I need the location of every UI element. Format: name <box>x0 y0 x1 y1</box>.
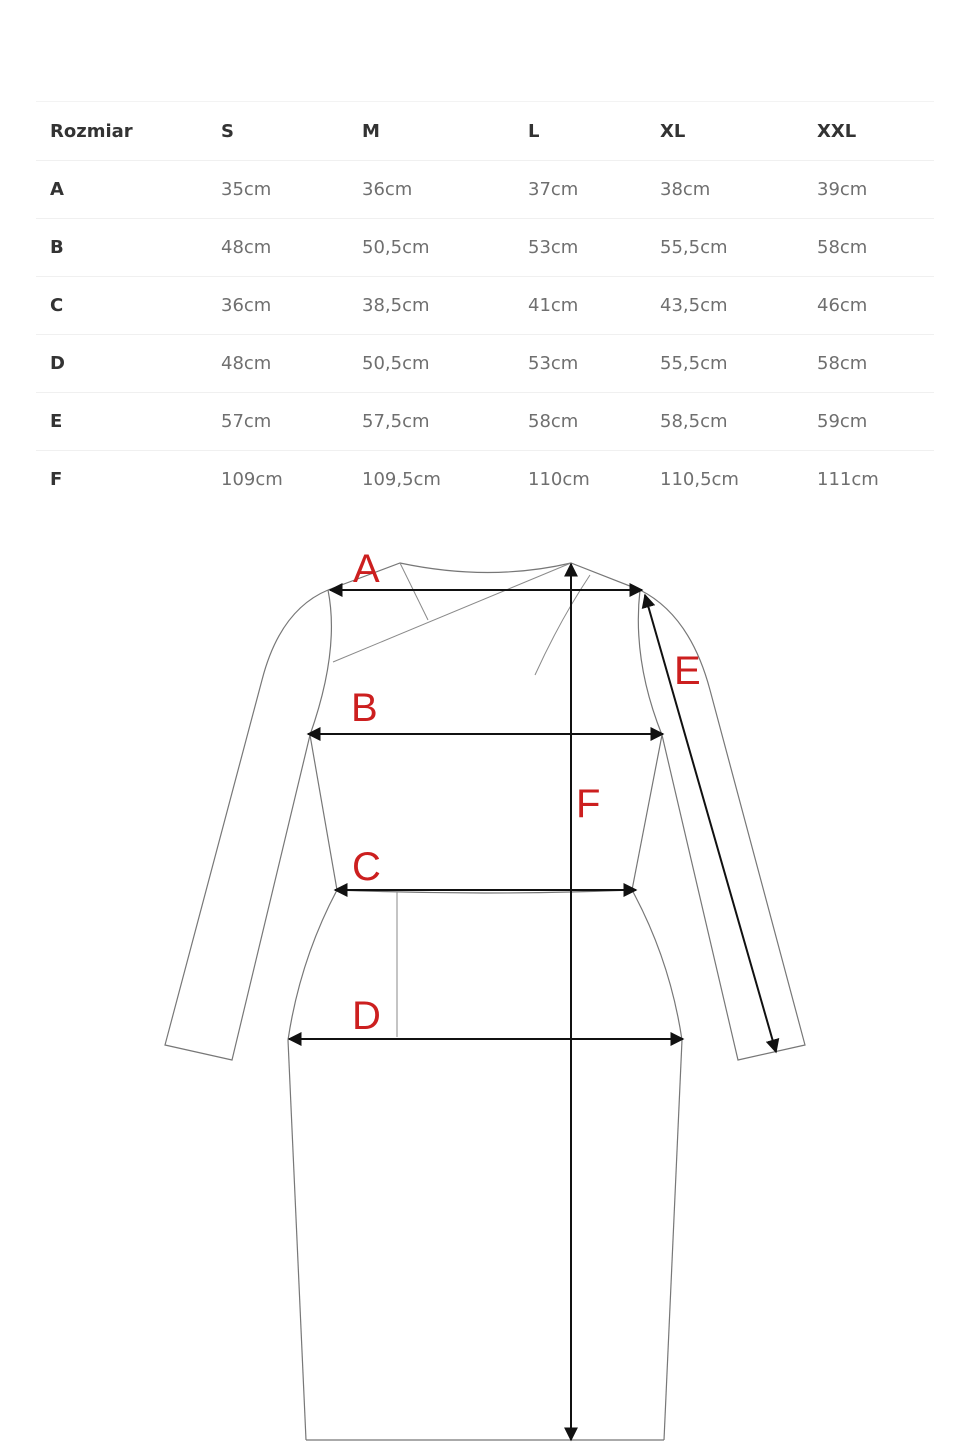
size-column-header: L <box>514 102 646 161</box>
measurement-value: 50,5cm <box>348 219 514 277</box>
bodice-left-side <box>310 735 337 890</box>
table-row <box>36 277 934 335</box>
measurement-labels <box>351 547 701 1038</box>
shoulder-fold <box>400 563 428 620</box>
measurement-value: 57cm <box>207 393 348 451</box>
measurement-value: 38cm <box>646 161 803 219</box>
left-armhole <box>310 590 331 735</box>
measurement-value: 58cm <box>803 335 934 393</box>
measurement-label: F <box>50 469 63 490</box>
measurement-value: 59cm <box>803 393 934 451</box>
measurement-value: 109,5cm <box>362 469 441 490</box>
size-column-header: M <box>348 102 514 161</box>
measurement-value: 53cm <box>514 335 646 393</box>
measurement-value: 36cm <box>348 161 514 219</box>
size-column-header: S <box>207 102 348 161</box>
table-row <box>36 219 934 277</box>
measurement-value: 43,5cm <box>646 277 803 335</box>
measurement-value: 35cm <box>207 161 348 219</box>
size-header-label: Rozmiar <box>36 102 207 161</box>
measure-label-e: E <box>674 649 701 693</box>
right-hip <box>632 890 682 1040</box>
measure-label-f: F <box>576 782 601 826</box>
measurement-value: 111cm <box>817 469 879 490</box>
measurement-label: C <box>36 277 207 335</box>
measurement-value: 53cm <box>514 219 646 277</box>
dress-outline <box>165 563 805 1440</box>
measurement-value: 39cm <box>803 161 934 219</box>
measurement-label: E <box>36 393 207 451</box>
size-column-header: XL <box>646 102 803 161</box>
measurement-value: 109cm <box>221 469 283 490</box>
measurement-value: 58cm <box>803 219 934 277</box>
bodice-right-side <box>632 735 662 890</box>
measurement-value: 48cm <box>207 219 348 277</box>
table-row <box>36 335 934 393</box>
skirt-left-side <box>288 1040 306 1440</box>
measurement-value: 55,5cm <box>646 219 803 277</box>
measurement-value: 50,5cm <box>348 335 514 393</box>
size-chart-table <box>36 101 934 508</box>
measurement-value: 38,5cm <box>348 277 514 335</box>
size-column-header: XXL <box>803 102 934 161</box>
left-sleeve <box>165 590 328 1060</box>
left-hip <box>288 890 337 1040</box>
table-header-row <box>36 102 934 161</box>
measurement-value: 55,5cm <box>646 335 803 393</box>
dress-measurement-diagram <box>0 540 970 1450</box>
measurement-value: 48cm <box>207 335 348 393</box>
measurement-value: 58cm <box>514 393 646 451</box>
measurement-value: 37cm <box>514 161 646 219</box>
measurement-label: B <box>36 219 207 277</box>
measure-label-b: B <box>351 686 378 730</box>
measure-label-c: C <box>352 845 381 889</box>
measurement-value: 46cm <box>803 277 934 335</box>
measurement-value: 110,5cm <box>660 469 739 490</box>
measure-label-d: D <box>352 994 381 1038</box>
table-row <box>36 451 934 509</box>
measurement-value: 36cm <box>207 277 348 335</box>
measure-line-e <box>645 595 776 1052</box>
measure-label-a: A <box>353 547 380 591</box>
measurement-label: A <box>36 161 207 219</box>
measurement-label: D <box>36 335 207 393</box>
measurement-value: 58,5cm <box>646 393 803 451</box>
skirt-right-side <box>664 1040 682 1440</box>
measurement-value: 57,5cm <box>348 393 514 451</box>
table-row <box>36 161 934 219</box>
measurement-value: 110cm <box>528 469 590 490</box>
measurement-value: 41cm <box>514 277 646 335</box>
table-row <box>36 393 934 451</box>
